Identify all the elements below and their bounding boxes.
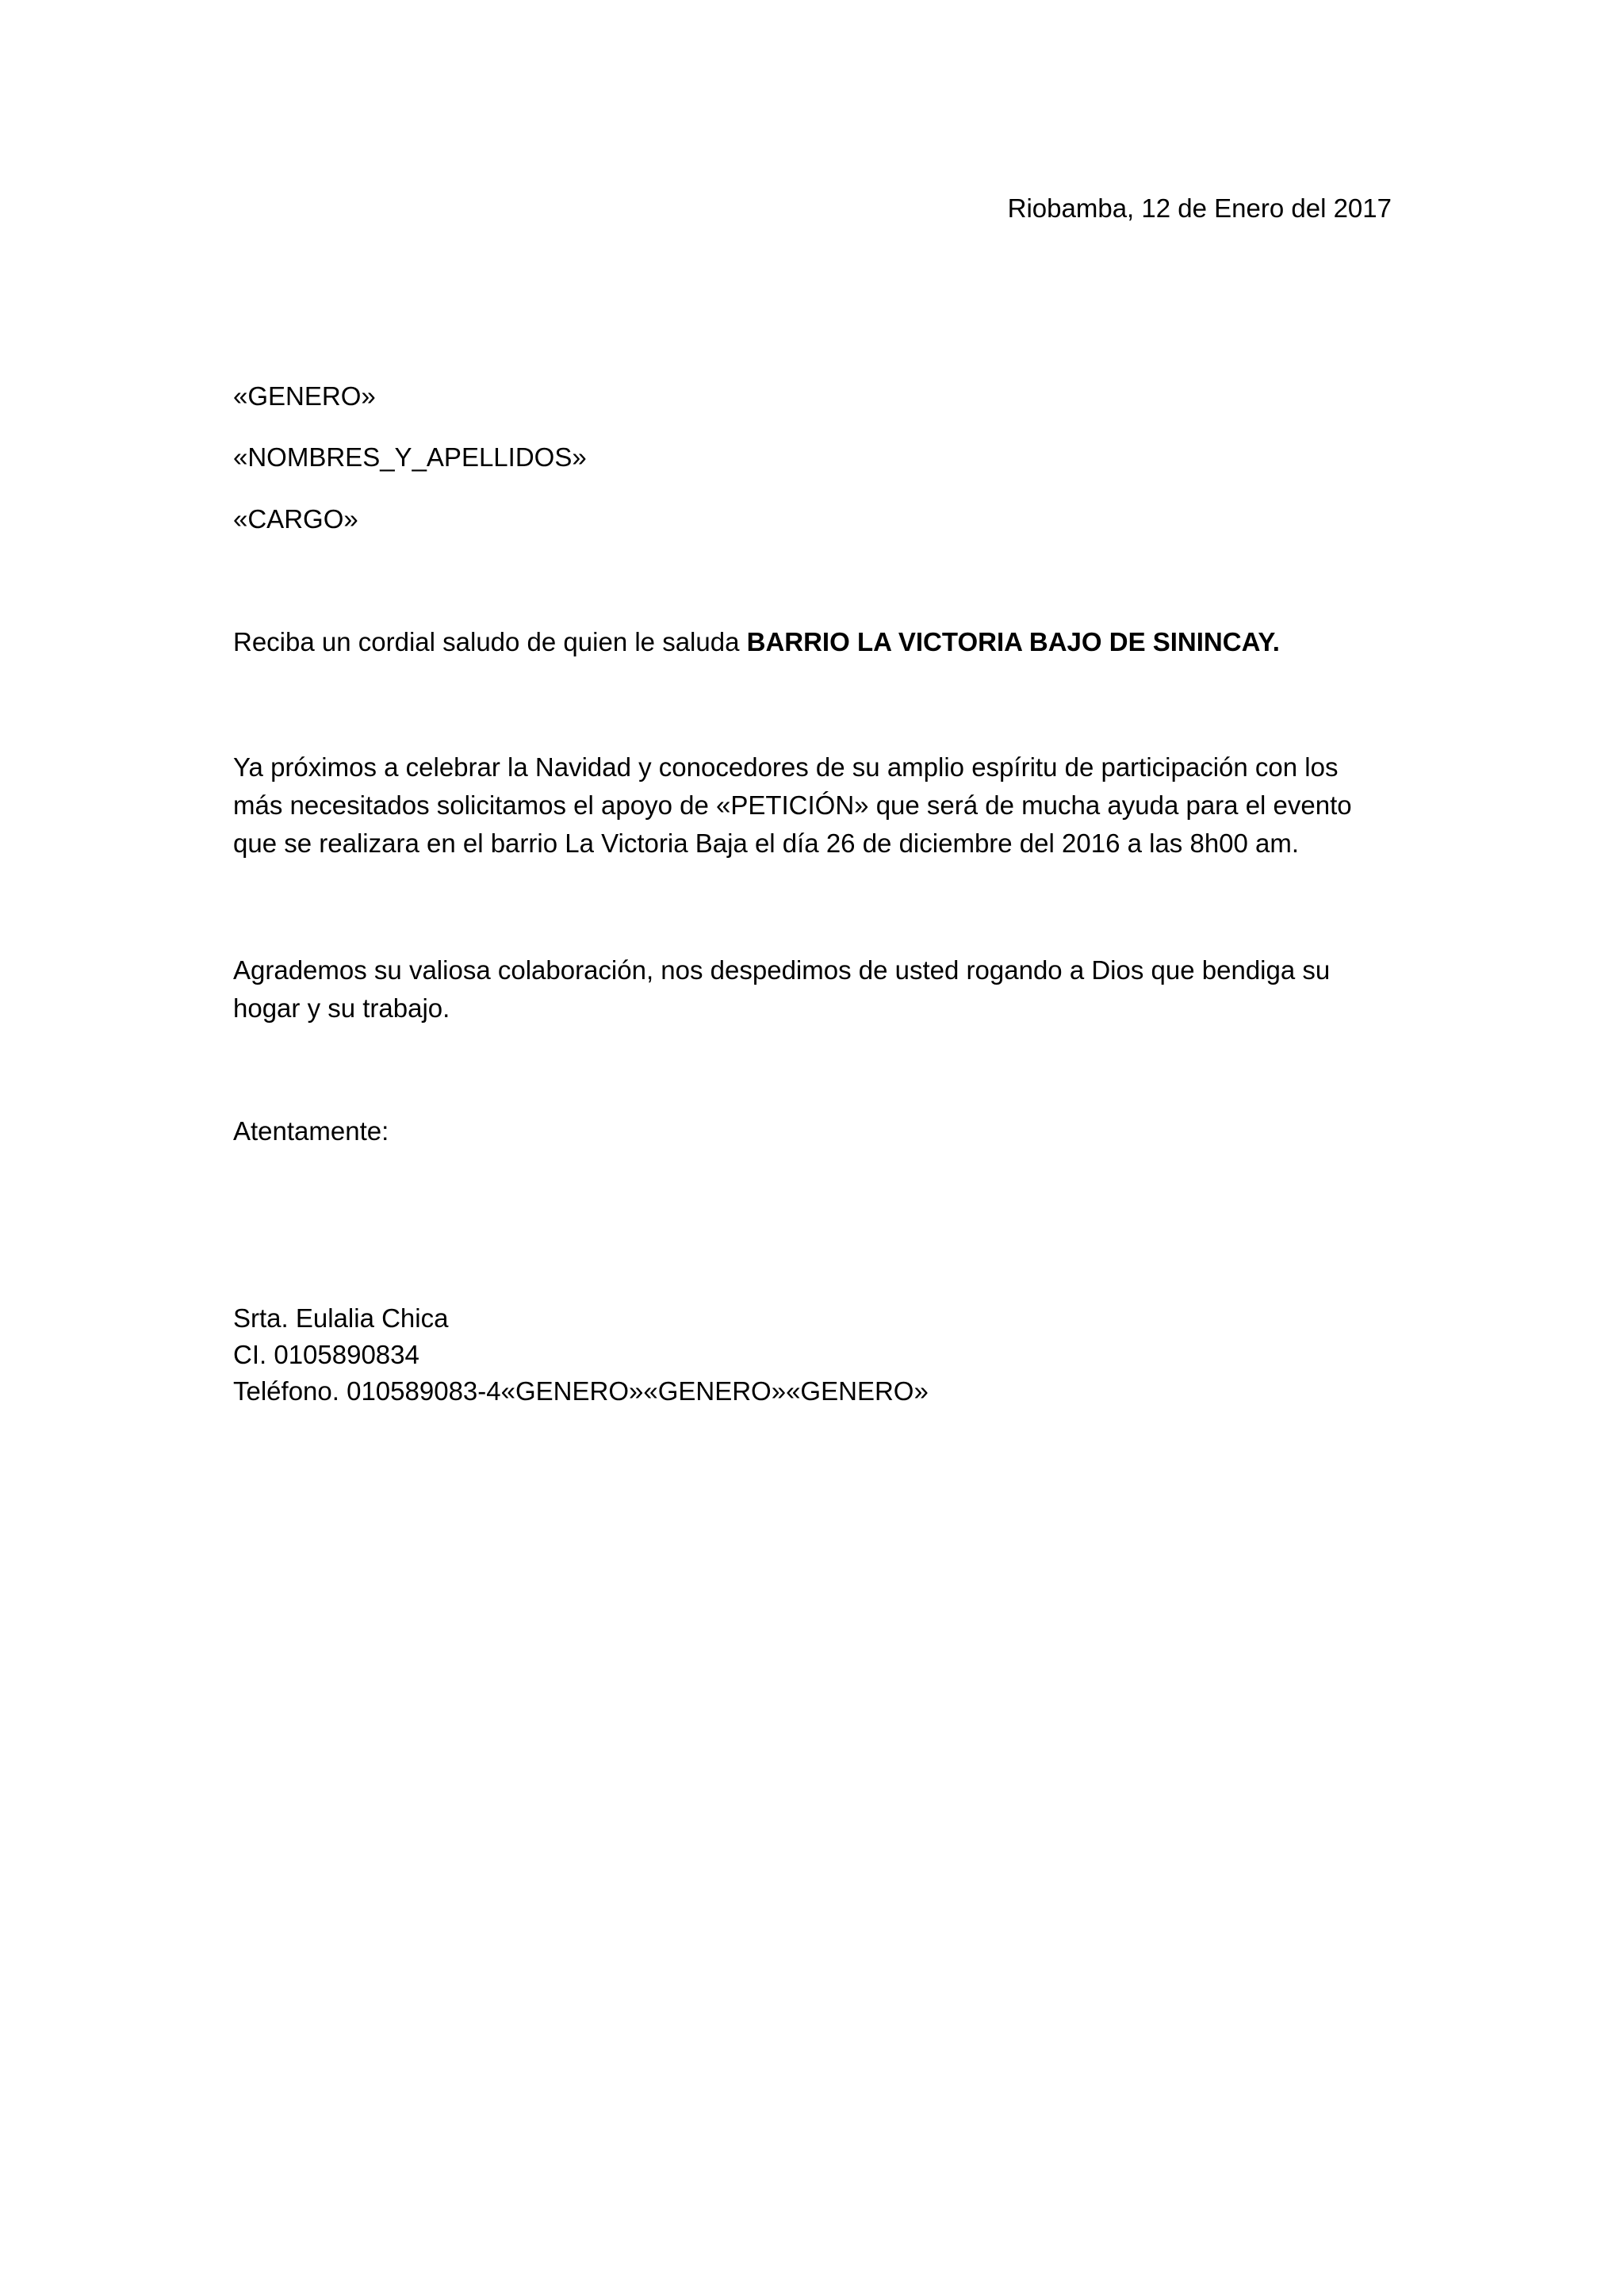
body-paragraph-2 <box>233 951 1399 1027</box>
signature-block <box>233 1300 929 1410</box>
closing: Atentamente: <box>233 1116 389 1146</box>
signature-id: CI. 0105890834 <box>233 1340 419 1369</box>
paragraph-2-line-1: Agrademos su valiosa colaboración, nos despedimos de usted rogando a Dios que bendiga su <box>233 955 1331 985</box>
greeting-sender: BARRIO LA VICTORIA BAJO DE SININCAY. <box>746 627 1280 656</box>
greeting-text: Reciba un cordial saludo de quien le saluda <box>233 627 747 656</box>
paragraph-2-line-2: hogar y su trabajo. <box>233 993 450 1023</box>
place-date: Riobamba, 12 de Enero del 2017 <box>1007 193 1392 223</box>
paragraph-1-line-2: más necesitados solicitamos el apoyo de «PETICIÓN» que será de mucha ayuda para el evento <box>233 790 1352 820</box>
paragraph-1-line-3: que se realizara en el barrio La Victoria Baja el día 26 de diciembre del 2016 a las 8h00 am. <box>233 828 1300 858</box>
signature-name: Srta. Eulalia Chica <box>233 1303 449 1333</box>
greeting <box>233 629 1280 655</box>
body-paragraph-1 <box>233 748 1399 863</box>
recipient-genero: «GENERO» <box>233 381 376 411</box>
paragraph-1-line-1: Ya próximos a celebrar la Navidad y conocedores de su amplio espíritu de participación con los <box>233 752 1339 782</box>
signature-phone: Teléfono. 010589083-4«GENERO»«GENERO»«GENERO» <box>233 1376 929 1406</box>
recipient-cargo: «CARGO» <box>233 504 358 534</box>
recipient-nombres: «NOMBRES_Y_APELLIDOS» <box>233 442 587 472</box>
